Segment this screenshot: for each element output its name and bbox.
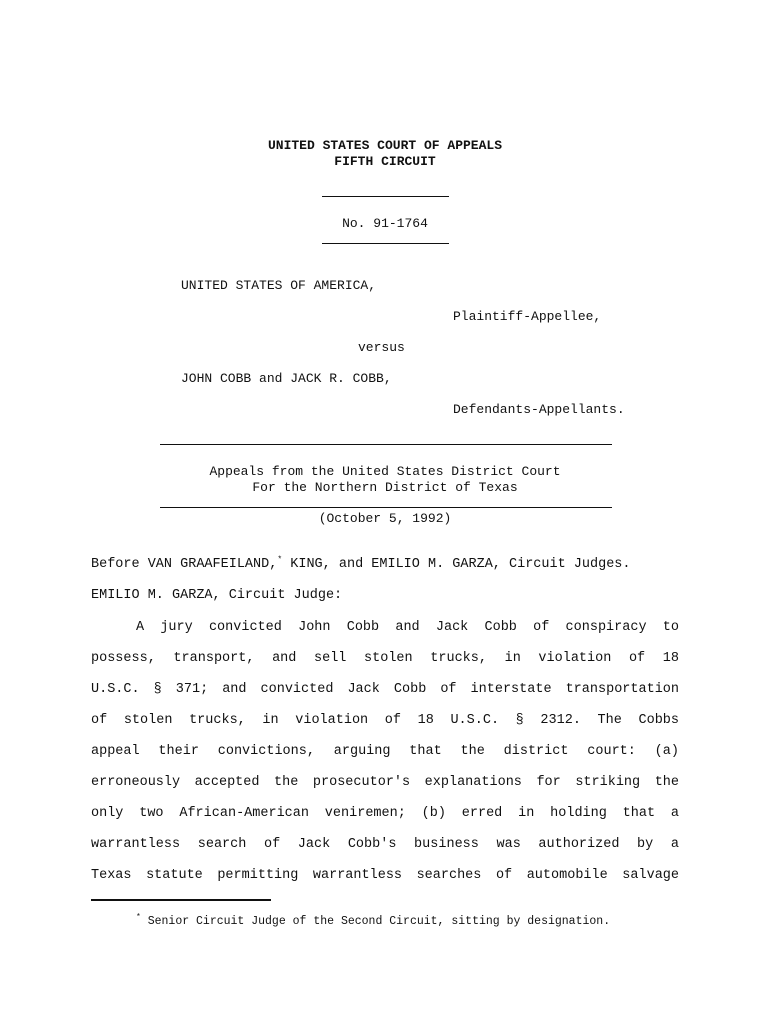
- footnote-mark: *: [136, 913, 141, 923]
- circuit-name: FIFTH CIRCUIT: [334, 154, 436, 169]
- opinion-line: A jury convicted John Cobb and Jack Cobb of conspiracy to: [136, 620, 679, 635]
- panel-judges-prefix: Before VAN GRAAFEILAND,: [91, 557, 278, 572]
- footnote: [136, 915, 610, 929]
- opinion-line: warrantless search of Jack Cobb's business was authorized by a: [91, 837, 679, 852]
- opinion-line: only two African-American veniremen; (b) erred in holding that a: [91, 806, 679, 821]
- defendants-names: JOHN COBB and JACK R. COBB,: [181, 371, 392, 386]
- opinion-line: Texas statute permitting warrantless searches of automobile salvage: [91, 868, 679, 883]
- footnote-rule: [91, 899, 271, 901]
- opinion-line: appeal their convictions, arguing that the district court: (a): [91, 744, 679, 759]
- court-name: UNITED STATES COURT OF APPEALS: [267, 138, 503, 153]
- appeal-line-2: For the Northern District of Texas: [252, 480, 518, 495]
- decision-date: (October 5, 1992): [318, 511, 452, 526]
- opinion-line: erroneously accepted the prosecutor's explanations for striking the: [91, 775, 679, 790]
- divider-top: [322, 196, 449, 197]
- case-number: No. 91-1764: [342, 216, 428, 231]
- footnote-reference: *: [277, 555, 283, 565]
- divider-case: [322, 243, 449, 244]
- footnote-text: Senior Circuit Judge of the Second Circuit, sitting by designation.: [140, 915, 611, 928]
- panel-judges-suffix: KING, and EMILIO M. GARZA, Circuit Judges.: [282, 557, 631, 572]
- opinion-line: possess, transport, and sell stolen trucks, in violation of 18: [91, 651, 679, 666]
- plaintiff-name: UNITED STATES OF AMERICA,: [181, 278, 377, 293]
- opinion-line: of stolen trucks, in violation of 18 U.S.C. § 2312. The Cobbs: [91, 713, 679, 728]
- versus-label: versus: [358, 340, 405, 355]
- plaintiff-role: Plaintiff-Appellee,: [453, 309, 602, 324]
- opinion-author: EMILIO M. GARZA, Circuit Judge:: [91, 588, 343, 603]
- divider-caption: [160, 444, 612, 445]
- divider-appeal: [160, 507, 612, 508]
- defendants-role: Defendants-Appellants.: [453, 402, 625, 417]
- panel-judges: [91, 557, 631, 573]
- opinion-line: U.S.C. § 371; and convicted Jack Cobb of interstate transportation: [91, 682, 679, 697]
- appeal-line-1: Appeals from the United States District Court: [209, 464, 561, 479]
